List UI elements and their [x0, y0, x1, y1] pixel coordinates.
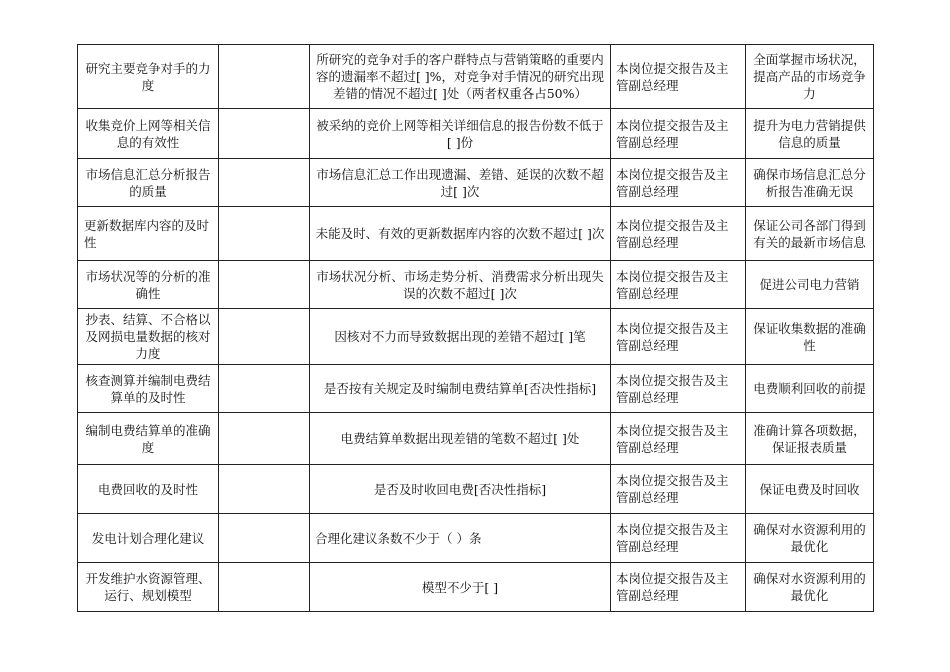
standard-cell: 模型不少于[ ]	[310, 563, 611, 612]
purpose-cell: 保证收集数据的准确性	[746, 309, 874, 365]
method-cell: 本岗位提交报告及主管副总经理	[611, 465, 746, 514]
indicator-cell: 电费回收的及时性	[78, 465, 219, 514]
weight-cell	[219, 309, 310, 365]
method-cell: 本岗位提交报告及主管副总经理	[611, 309, 746, 365]
weight-cell	[219, 514, 310, 563]
standard-cell: 市场状况分析、市场走势分析、消费需求分析出现失误的次数不超过[ ]次	[310, 261, 611, 309]
standard-cell: 电费结算单数据出现差错的笔数不超过[ ]处	[310, 413, 611, 465]
method-cell: 本岗位提交报告及主管副总经理	[611, 563, 746, 612]
purpose-cell: 确保市场信息汇总分析报告准确无误	[746, 159, 874, 207]
table-row	[78, 309, 874, 365]
indicator-cell: 市场状况等的分析的准确性	[78, 261, 219, 309]
standard-cell: 所研究的竞争对手的客户群特点与营销策略的重要内容的遗漏率不超过[ ]%，对竞争对手情况的研究出现差错的情况不超过[ ]处（两者权重各占50%）	[310, 45, 611, 109]
purpose-cell: 促进公司电力营销	[746, 261, 874, 309]
evaluation-table	[77, 44, 874, 612]
method-cell: 本岗位提交报告及主管副总经理	[611, 413, 746, 465]
standard-cell: 因核对不力而导致数据出现的差错不超过[ ]笔	[310, 309, 611, 365]
standard-cell: 市场信息汇总工作出现遗漏、差错、延误的次数不超过[ ]次	[310, 159, 611, 207]
weight-cell	[219, 109, 310, 159]
standard-cell: 是否及时收回电费[否决性指标]	[310, 465, 611, 514]
indicator-cell: 市场信息汇总分析报告的质量	[78, 159, 219, 207]
purpose-cell: 确保对水资源利用的最优化	[746, 514, 874, 563]
standard-cell: 未能及时、有效的更新数据库内容的次数不超过[ ]次	[310, 207, 611, 261]
table-row	[78, 514, 874, 563]
indicator-cell: 开发维护水资源管理、运行、规划模型	[78, 563, 219, 612]
table-row	[78, 413, 874, 465]
purpose-cell: 电费顺利回收的前提	[746, 365, 874, 413]
table-row	[78, 207, 874, 261]
standard-cell: 合理化建议条数不少于（ ）条	[310, 514, 611, 563]
purpose-cell: 全面掌握市场状况，提高产品的市场竞争力	[746, 45, 874, 109]
weight-cell	[219, 45, 310, 109]
indicator-cell: 抄表、结算、不合格以及网损电量数据的核对力度	[78, 309, 219, 365]
method-cell: 本岗位提交报告及主管副总经理	[611, 159, 746, 207]
indicator-cell: 编制电费结算单的准确度	[78, 413, 219, 465]
table-row	[78, 465, 874, 514]
indicator-cell: 研究主要竞争对手的力度	[78, 45, 219, 109]
purpose-cell: 提升为电力营销提供信息的质量	[746, 109, 874, 159]
table-row	[78, 563, 874, 612]
weight-cell	[219, 563, 310, 612]
indicator-cell: 发电计划合理化建议	[78, 514, 219, 563]
weight-cell	[219, 261, 310, 309]
weight-cell	[219, 207, 310, 261]
weight-cell	[219, 365, 310, 413]
purpose-cell: 保证电费及时回收	[746, 465, 874, 514]
table-row	[78, 365, 874, 413]
standard-cell: 被采纳的竞价上网等相关详细信息的报告份数不低于[ ]份	[310, 109, 611, 159]
method-cell: 本岗位提交报告及主管副总经理	[611, 261, 746, 309]
weight-cell	[219, 413, 310, 465]
method-cell: 本岗位提交报告及主管副总经理	[611, 45, 746, 109]
table-row	[78, 159, 874, 207]
purpose-cell: 确保对水资源利用的最优化	[746, 563, 874, 612]
table-row	[78, 109, 874, 159]
weight-cell	[219, 159, 310, 207]
method-cell: 本岗位提交报告及主管副总经理	[611, 109, 746, 159]
method-cell: 本岗位提交报告及主管副总经理	[611, 514, 746, 563]
method-cell: 本岗位提交报告及主管副总经理	[611, 365, 746, 413]
indicator-cell: 收集竞价上网等相关信息的有效性	[78, 109, 219, 159]
indicator-cell: 更新数据库内容的及时性	[78, 207, 219, 261]
method-cell: 本岗位提交报告及主管副总经理	[611, 207, 746, 261]
purpose-cell: 准确计算各项数据，保证报表质量	[746, 413, 874, 465]
indicator-cell: 核查测算并编制电费结算单的及时性	[78, 365, 219, 413]
table-row	[78, 261, 874, 309]
table-row	[78, 45, 874, 109]
weight-cell	[219, 465, 310, 514]
purpose-cell: 保证公司各部门得到有关的最新市场信息	[746, 207, 874, 261]
standard-cell: 是否按有关规定及时编制电费结算单[否决性指标]	[310, 365, 611, 413]
